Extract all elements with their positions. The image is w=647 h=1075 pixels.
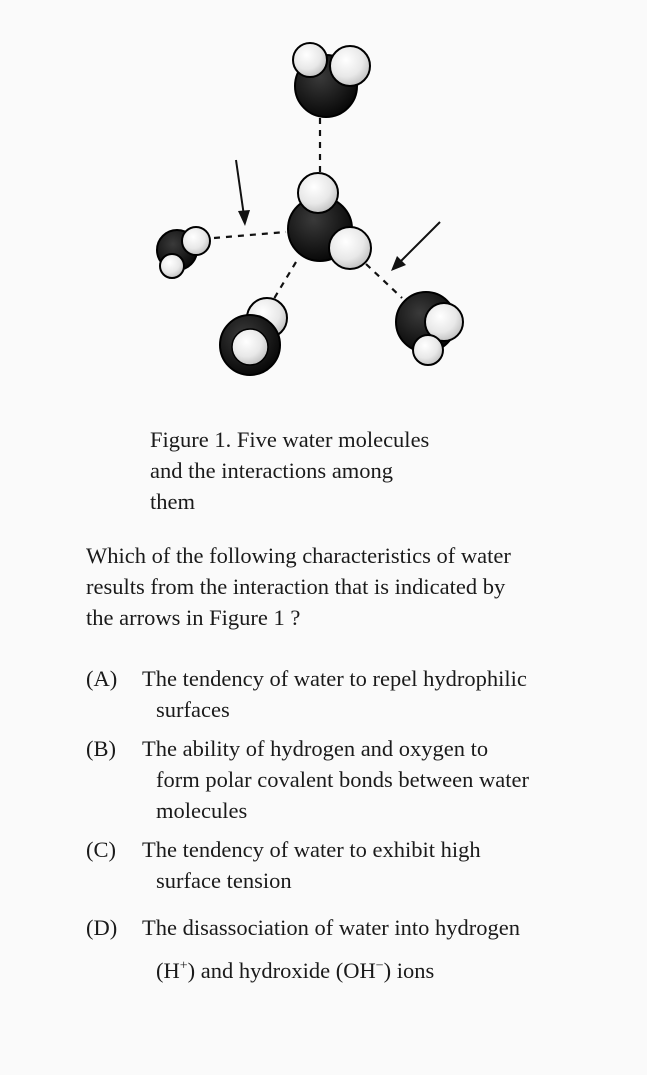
water-molecule-left — [157, 227, 210, 278]
option-text-line-ions — [142, 955, 622, 986]
option-text-line: The tendency of water to exhibit high — [142, 837, 481, 862]
option-text-line: The ability of hydrogen and oxygen to — [142, 736, 489, 761]
question-line: Which of the following characteristics of water — [86, 543, 511, 568]
option-letter: (B) — [86, 736, 116, 761]
option-text-line: The disassociation of water into hydrogen — [142, 915, 521, 940]
option-letter: (D) — [86, 915, 118, 940]
water-molecule-top — [293, 43, 370, 117]
figure-caption — [150, 424, 490, 517]
option-text-line: form polar covalent bonds between water — [156, 767, 529, 792]
question-stem — [86, 540, 606, 633]
option-text-line: surfaces — [156, 697, 230, 722]
caption-line: Figure 1. Five water molecules — [150, 427, 430, 452]
water-molecule-bottom-left — [220, 298, 287, 375]
caption-line: and the interactions among — [150, 458, 394, 483]
hydroxide-text: ) and hydroxide (OH — [187, 958, 376, 983]
ions-text: ) ions — [383, 958, 435, 983]
question-line: the arrows in Figure 1 ? — [86, 605, 301, 630]
option-text-line: molecules — [156, 798, 248, 823]
option-text-line: surface tension — [156, 868, 292, 893]
water-molecule-bottom-right — [396, 292, 463, 365]
option-letter: (A) — [86, 666, 118, 691]
hydrogen-bond-left — [214, 232, 286, 238]
h-ion-charge: + — [179, 958, 188, 974]
arrow-right — [391, 222, 440, 271]
option-letter: (C) — [86, 837, 116, 862]
hydrogen-bond-bottom-left — [272, 262, 296, 302]
caption-line: them — [150, 489, 195, 514]
h-ion-open: (H — [156, 958, 180, 983]
water-molecules-figure — [0, 0, 647, 400]
oh-ion-charge: − — [375, 958, 384, 974]
water-molecule-center — [288, 173, 371, 269]
arrow-left — [236, 160, 250, 226]
question-line: results from the interaction that is indicated by — [86, 574, 506, 599]
option-text-line: The tendency of water to repel hydrophilic — [142, 666, 527, 691]
hydrogen-bond-bottom-right — [366, 264, 402, 298]
